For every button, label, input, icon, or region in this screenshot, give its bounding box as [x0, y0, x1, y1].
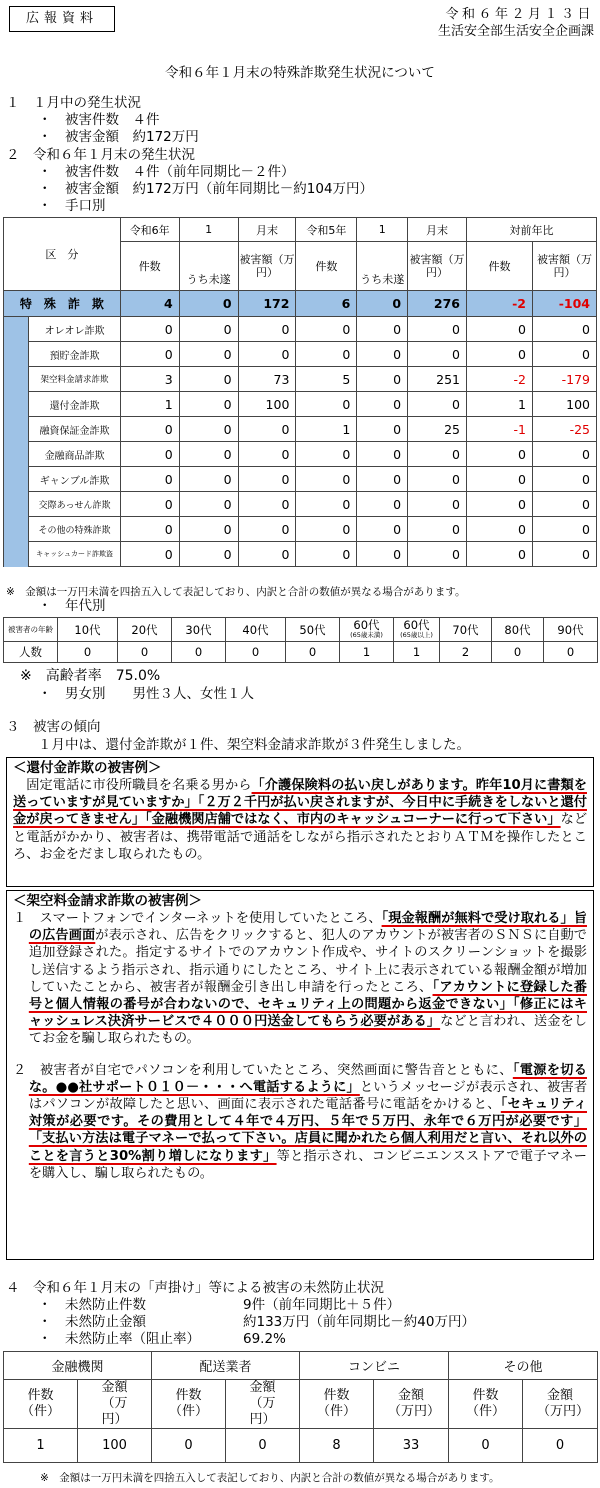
header-damage: 被害額（万円） — [408, 242, 467, 291]
billing-fraud-example-box: ＜架空料金請求詐欺の被害例＞ １ スマートフォンでインターネットを使用していたところ、「現金報酬が無料で受け取れる」旨の広告画面が表示され、広告をクリックすると、犯人のアカウントが被害者のＳＮＳに自動で追加登録された。指定するサイトでのアカウント作成や、サイトのスクリーンショットを撮影し送信するよう指示され、指示通りにしたところ、サイト上に表示されている報酬金額が増加していたことから、被害者が報酬金引き出し申請を行ったところ、「アカウントに登録した番号と個人情報の番号が合わないので、セキュリティ上の問題から返金できない」「修正にはキャッシュレス決済サービスで４０００円送金してもらう必要がある」などと言われ、送金をしてお金を騙し取られたもの。 ２ 被害者が自宅でパソコンを利用していたところ、突然画面に警告音とともに、「電源を切るな。●●社サポート０１０－・・・へ電話するように」というメッセージが表示され、被害者はパソコンが故障したと思い、画面に表示された電話番号に電話をかけると、「セキュリティ対策が必要です。その費用として４年で４万円、５年で５万円、永年で６万円が必要です」「支払い方法は電子マネーで払って下さい。店員に聞かれたら個人利用だと言い、それ以外のことを言うと30%割り増しになります」等と指示され、コンビニエンスストアで電子マネーを購入し、騙し取られたもの。 — [6, 890, 594, 1260]
table-row: キャッシュカード詐欺盗 0 0 0 0 0 0 0 0 — [4, 542, 597, 567]
table-row: 1 100 0 0 8 33 0 0 — [4, 1429, 598, 1463]
header-r6: 令和6年 — [120, 218, 179, 242]
section-3-body: １月中は、還付金詐欺が１件、架空料金請求詐欺が３件発生しました。 — [38, 737, 470, 753]
press-release-badge: 広報資料 — [9, 6, 115, 32]
prevent-count-label: ・ 未然防止件数 — [38, 1297, 146, 1313]
section-4-title: ４ 令和６年１月末の「声掛け」等による被害の未然防止状況 — [6, 1280, 384, 1296]
table-note: ※ 金額は一万円未満を四捨五入して表記しており、内訳と合計の数値が異なる場合があります。 — [6, 586, 466, 598]
header-count: 件数 — [296, 242, 357, 291]
header-r5: 令和5年 — [296, 218, 357, 242]
prevent-amount-value: 約133万円（前年同期比－約40万円） — [243, 1314, 475, 1330]
table-row: 預貯金詐欺 0 0 0 0 0 0 0 0 — [4, 342, 597, 367]
header-r5-month: 1 — [357, 218, 408, 242]
side-bar — [4, 317, 29, 567]
row-label: 人数 — [4, 642, 58, 663]
table-row-total: 特 殊 詐 欺 4 0 172 6 0 276 -2 -104 — [4, 291, 597, 317]
prevent-rate-value: 69.2% — [243, 1331, 286, 1347]
table-row: 融資保証金詐欺 0 0 0 1 0 25 -1 -25 — [4, 417, 597, 442]
age-table: 被害者の年齢 10代 20代 30代 40代 50代 60代 (65歳未満) 60代 (65歳以上) 70代 80代 90代 人数 0 0 0 0 0 1 1 2 0 0 — [3, 617, 598, 663]
table-row: 架空料金請求詐欺 3 0 73 5 0 251 -2 -179 — [4, 367, 597, 392]
header-count: 件数 — [466, 242, 532, 291]
header-kubun: 区 分 — [4, 218, 121, 291]
header-info — [438, 6, 594, 40]
underlined-quote: 「現金報酬が無料で受け取れる」旨の広告画面 — [28, 911, 587, 944]
box-title: ＜還付金詐欺の被害例＞ — [13, 760, 162, 776]
underlined-quote: 「アカウントに登録した番号と個人情報の番号が合わないので、セキュリティ上の問題から返金できない」「修正にはキャッシュレス決済サービスで４０００円送金してもらう必要がある」 — [28, 979, 587, 1030]
table-row: 還付金詐欺 1 0 100 0 0 0 1 100 — [4, 392, 597, 417]
age-label: 被害者の年齢 — [4, 618, 58, 642]
section-2-title: ２ 令和６年１月末の発生状況 — [6, 147, 195, 163]
table-row: 金融商品詐欺 0 0 0 0 0 0 0 0 — [4, 442, 597, 467]
table-row: ギャンブル詐欺 0 0 0 0 0 0 0 0 — [4, 467, 597, 492]
s1-count: ・ 被害件数 ４件 — [38, 112, 160, 128]
prevention-table: 金融機関 配送業者 コンビニ その他 件数（件） 金額（万円） 件数（件） 金額（万円） 件数（件） 金額（万円） 件数（件） 金額（万円） 1 100 0 0 8 33 0 0 — [3, 1351, 598, 1463]
underlined-quote: 「介護保険料の払い戻しがあります。昨年10月に書類を送っていますが見ていますか」「２万２千円が払い戻されますが、今日中に手続きをしないと還付金が戻ってきません」「金融機関店舗ではなく、市内のキャッシュコーナーに行って下さい」 — [13, 778, 587, 828]
method-table — [3, 217, 597, 567]
header-count: 件数 — [120, 242, 179, 291]
release-date: 令和６年２月１３日 — [445, 7, 594, 22]
prevent-amount-label: ・ 未然防止金額 — [38, 1314, 146, 1330]
underlined-quote: 「電源を切るな。●●社サポート０１０－・・・へ電話するように」 — [28, 1062, 587, 1095]
header-r5-end: 月末 — [408, 218, 467, 242]
group-header: その他 — [449, 1352, 598, 1380]
table-row: オレオレ詐欺 0 0 0 0 0 0 0 0 — [4, 317, 597, 342]
header-yoy: 対前年比 — [466, 218, 596, 242]
footer-note: ※ 金額は一万円未満を四捨五入して表記しており、内訳と合計の数値が異なる場合があります。 — [40, 1472, 500, 1484]
s2-method: ・ 手口別 — [38, 198, 106, 214]
table-row: 交際あっせん詐欺 0 0 0 0 0 0 0 0 — [4, 492, 597, 517]
header-attempt: うち未遂 — [357, 269, 408, 291]
s2-amount: ・ 被害金額 約172万円（前年同期比－約104万円） — [38, 181, 374, 197]
table-row: その他の特殊詐欺 0 0 0 0 0 0 0 0 — [4, 517, 597, 542]
prevent-count-value: 9件（前年同期比＋５件） — [243, 1297, 401, 1313]
s1-amount: ・ 被害金額 約172万円 — [38, 129, 199, 145]
s2-count: ・ 被害件数 ４件（前年同期比－２件） — [38, 164, 295, 180]
row-label: 特 殊 詐 欺 — [4, 291, 121, 317]
header-r6-end: 月末 — [238, 218, 296, 242]
header-r6-month: 1 — [179, 218, 238, 242]
group-header: 配送業者 — [152, 1352, 300, 1380]
header-damage: 被害額（万円） — [238, 242, 296, 291]
age-title: ・ 年代別 — [38, 598, 106, 614]
prevent-rate-label: ・ 未然防止率（阻止率） — [38, 1331, 200, 1347]
box-title: ＜架空料金請求詐欺の被害例＞ — [13, 893, 202, 909]
section-3-title: ３ 被害の傾向 — [6, 719, 101, 735]
group-header: コンビニ — [300, 1352, 449, 1380]
elderly-rate: ※ 高齢者率 75.0% — [20, 668, 161, 684]
underlined-quote: 「セキュリティ対策が必要です。その費用として４年で４万円、５年で５万円、永年で６万円が必要です」「支払い方法は電子マネーで払って下さい。店員に聞かれたら個人利用だと言い、それ以外のことを言うと30%割り増しになります」 — [28, 1097, 587, 1164]
document-title: 令和６年１月末の特殊詐欺発生状況について — [165, 65, 435, 81]
section-1-title: １ １月中の発生状況 — [6, 95, 141, 111]
header-attempt: うち未遂 — [179, 269, 238, 291]
table-row: 人数 0 0 0 0 0 1 1 2 0 0 — [4, 642, 598, 663]
department: 生活安全部生活安全企画課 — [437, 24, 594, 39]
gender-breakdown: ・ 男女別 男性３人、女性１人 — [38, 686, 254, 702]
refund-fraud-example-box: ＜還付金詐欺の被害例＞ 固定電話に市役所職員を名乗る男から「介護保険料の払い戻しがあります。昨年10月に書類を送っていますが見ていますか」「２万２千円が払い戻されますが、今日中に手続きをしないと還付金が戻ってきません」「金融機関店舗ではなく、市内のキャッシュコーナーに行って下さい」などと電話がかかり、被害者は、携帯電話で通話をしながら指示されたとおりＡＴＭを操作したところ、お金をだまし取られたもの。 — [6, 757, 594, 887]
group-header: 金融機関 — [4, 1352, 152, 1380]
header-damage: 被害額（万円） — [532, 242, 596, 291]
